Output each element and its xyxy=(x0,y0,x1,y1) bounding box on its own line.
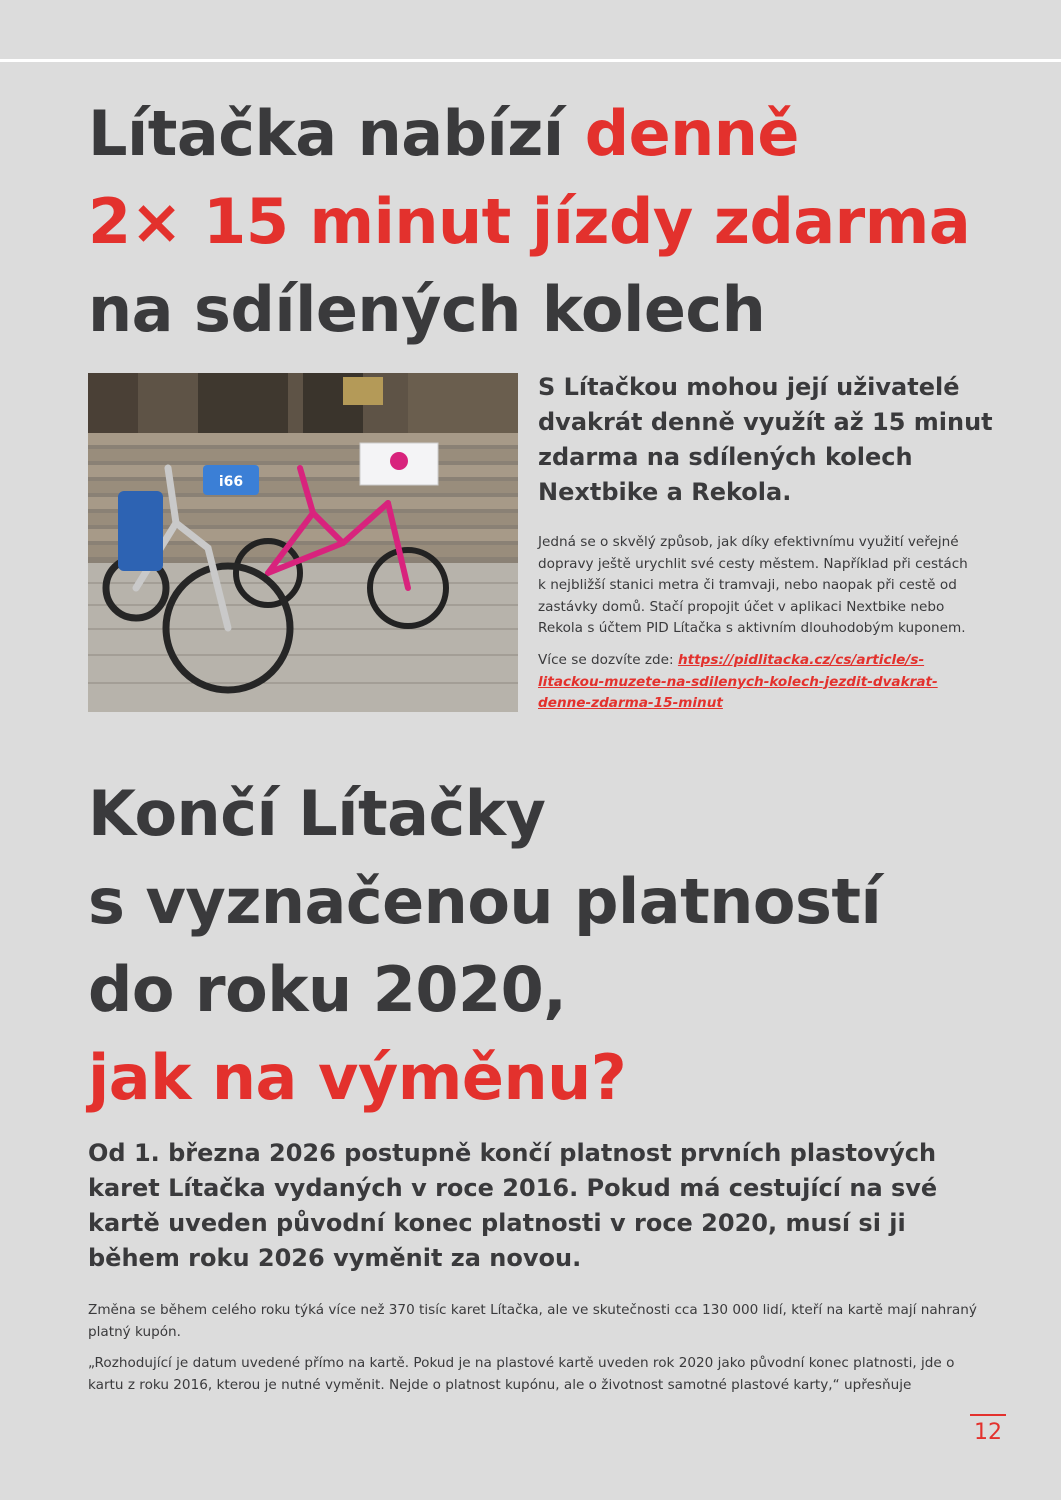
section1-title-red1: denně xyxy=(584,97,799,170)
section2-paragraph-2: „Rozhodující je datum uvedené přímo na kartě. Pokud je na plastové kartě uveden rok 2020 jako původní konec platnosti, jde o kartu z roku 2016, kterou je nutné vyměnit. Nejde o platnost kupónu, ale o životnost samotné plastové karty,“ upřesňuje xyxy=(88,1355,955,1393)
bikes-photo xyxy=(88,373,518,712)
section2-title-line3: do roku 2020, xyxy=(88,953,567,1026)
bike-basket-sign: i66 xyxy=(218,474,244,490)
section1-lead: S Lítačkou mohou její uživatelé dvakrát denně využít až 15 minut zdarma na sdílených kolech Nextbike a Rekola. xyxy=(538,373,993,506)
section1-title xyxy=(88,90,1028,354)
section1-body: Jedná se o skvělý způsob, jak díky efektivnímu využití veřejné dopravy ještě urychlit své cesty městem. Například při cestách k nejbližší stanici metra či tramvaji, nebo naopak při cestě od zastávky domů. Stačí propojit účet v aplikaci Nextbike nebo Rekola s účtem PID Lítačka s aktivním dlouhodobým kuponem. xyxy=(538,534,968,636)
section1-more-info xyxy=(538,650,978,715)
section2-paragraph-1: Změna se během celého roku týká více než 370 tisíc karet Lítačka, ale ve skutečnosti cca 130 000 lidí, kteří na kartě mají nahraný platný kupón. xyxy=(88,1302,977,1340)
section1-title-part2: na sdílených kolech xyxy=(88,273,766,346)
section2-title-line2: s vyznačenou platností xyxy=(88,865,882,938)
more-info-link[interactable]: https://pidlitacka.cz/cs/article/s-litackou-muzete-na-sdilenych-kolech-jezdit-dvakrat-denne-zdarma-15-minut xyxy=(538,652,938,711)
section2-lead: Od 1. března 2026 postupně končí platnost prvních plastových karet Lítačka vydaných v roce 2016. Pokud má cestující na své kartě uveden původní konec platnosti v roce 2020, musí si ji během roku 2026 vyměnit za novou. xyxy=(88,1139,938,1272)
section2-title xyxy=(88,770,1028,1122)
section1-title-part1: Lítačka nabízí xyxy=(88,97,585,170)
section1-title-red2: 2× 15 minut jízdy zdarma xyxy=(88,185,971,258)
top-rule xyxy=(0,59,1061,62)
page-number: 12 xyxy=(970,1414,1006,1445)
section2-title-line1: Končí Lítačky xyxy=(88,777,546,850)
more-info-label: Více se dozvíte zde: xyxy=(538,652,678,668)
section2-title-red: jak na výměnu? xyxy=(88,1041,627,1114)
